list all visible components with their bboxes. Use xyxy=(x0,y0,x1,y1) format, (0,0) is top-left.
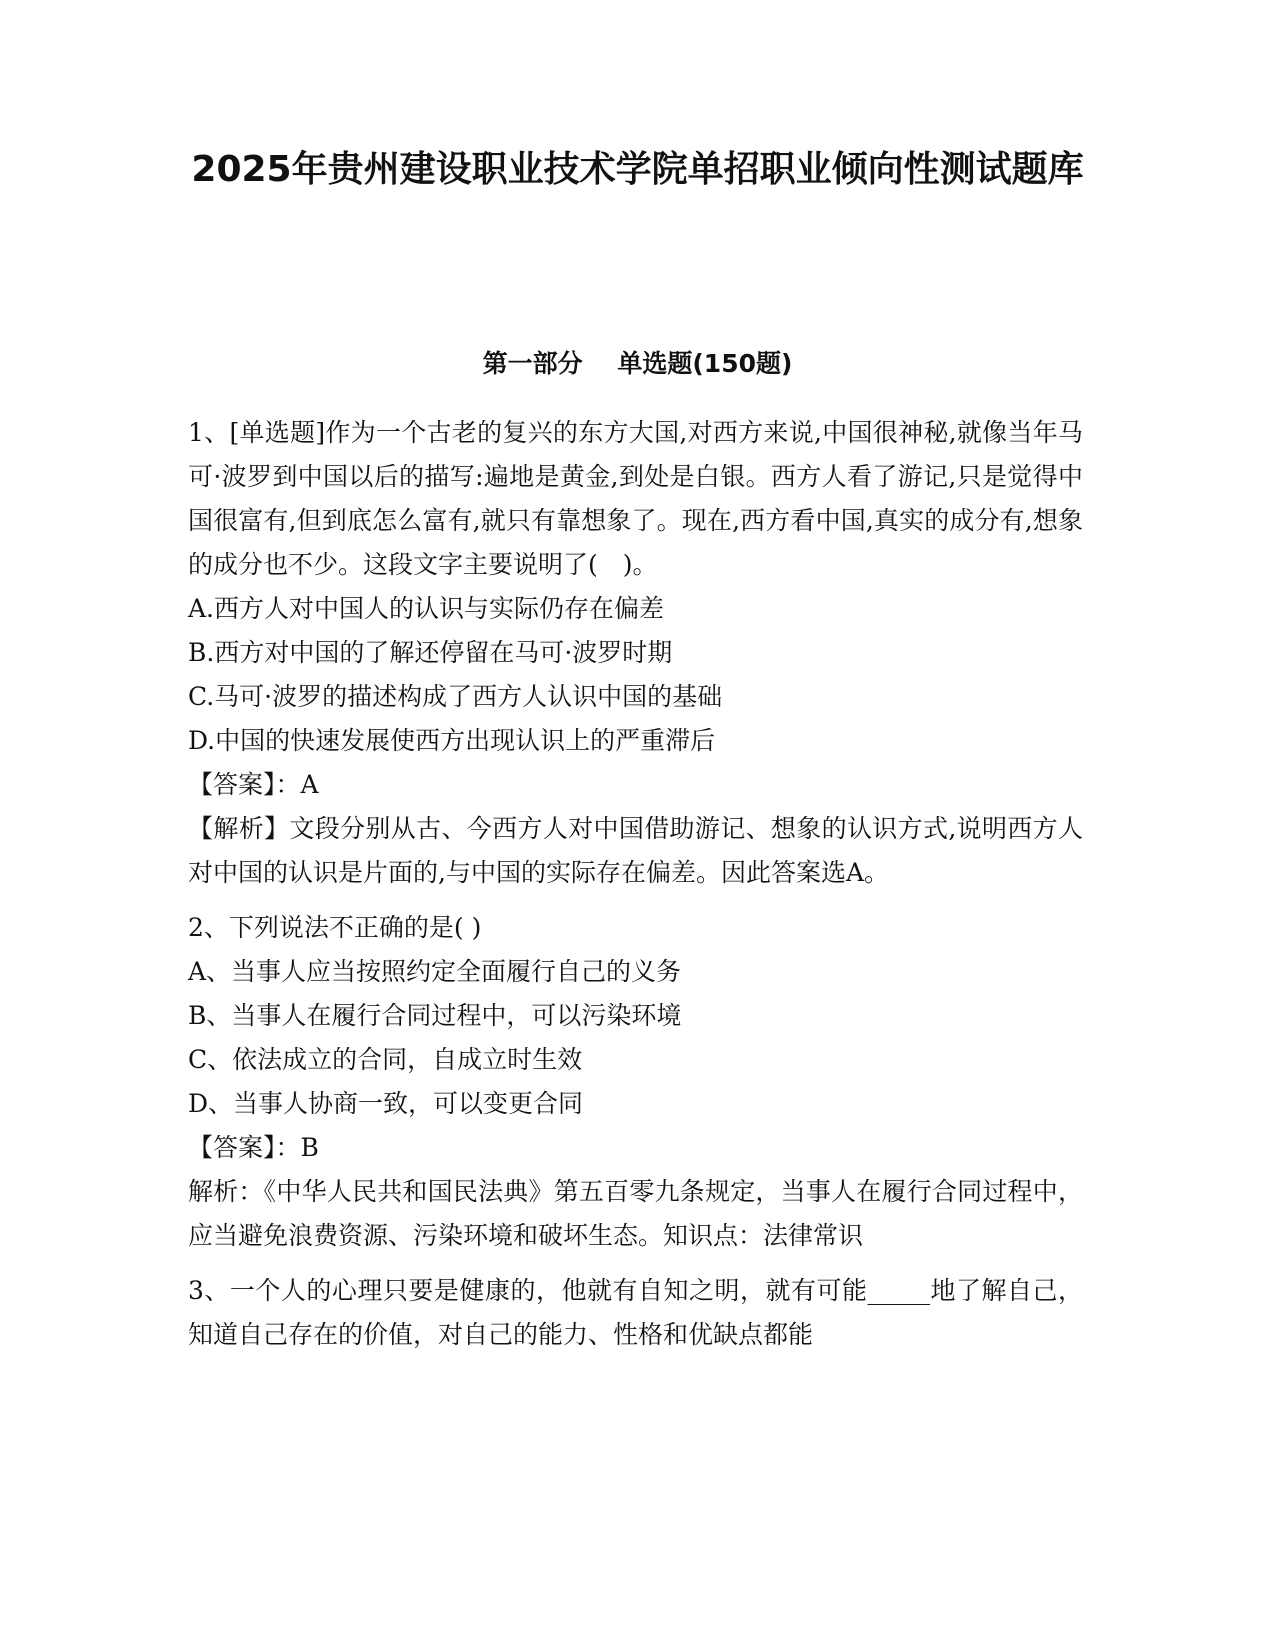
analysis-text: 解析：《中华人民共和国民法典》第五百零九条规定，当事人在履行合同过程中，应当避免浪费资源、污染环境和破坏生态。知识点：法律常识 xyxy=(188,1177,1083,1250)
option-b: B、当事人在履行合同过程中，可以污染环境 xyxy=(188,1001,682,1030)
option-c: C.马可·波罗的描述构成了西方人认识中国的基础 xyxy=(188,682,723,711)
question-3 xyxy=(188,1269,1083,1357)
question-list xyxy=(188,411,1083,1368)
section-title: 第一部分 单选题(150题) xyxy=(482,349,793,378)
answer-line: 【答案】：A xyxy=(188,770,319,799)
option-a: A.西方人对中国人的认识与实际仍存在偏差 xyxy=(188,594,665,623)
option-b: B.西方对中国的了解还停留在马可·波罗时期 xyxy=(188,638,673,667)
option-c: C、依法成立的合同，自成立时生效 xyxy=(188,1045,583,1074)
question-2 xyxy=(188,906,1083,1258)
document-title: 2025年贵州建设职业技术学院单招职业倾向性测试题库 xyxy=(191,149,1084,190)
question-stem: 1、[单选题]作为一个古老的复兴的东方大国,对西方来说,中国很神秘,就像当年马可·波罗到中国以后的描写:遍地是黄金,到处是白银。西方人看了游记,只是觉得中国很富有,但到底怎么富有,就只有靠想象了。现在,西方看中国,真实的成分有,想象的成分也不少。这段文字主要说明了( )。 xyxy=(188,418,1083,579)
question-stem: 3、一个人的心理只要是健康的，他就有自知之明，就有可能_____地了解自己，知道自己存在的价值，对自己的能力、性格和优缺点都能 xyxy=(188,1276,1083,1349)
question-1 xyxy=(188,411,1083,895)
option-d: D.中国的快速发展使西方出现认识上的严重滞后 xyxy=(188,726,716,755)
answer-line: 【答案】：B xyxy=(188,1133,319,1162)
option-a: A、当事人应当按照约定全面履行自己的义务 xyxy=(188,957,682,986)
analysis-text: 【解析】文段分别从古、今西方人对中国借助游记、想象的认识方式,说明西方人对中国的认识是片面的,与中国的实际存在偏差。因此答案选A。 xyxy=(188,814,1083,887)
question-stem: 2、下列说法不正确的是( ) xyxy=(188,913,482,942)
option-d: D、当事人协商一致，可以变更合同 xyxy=(188,1089,584,1118)
